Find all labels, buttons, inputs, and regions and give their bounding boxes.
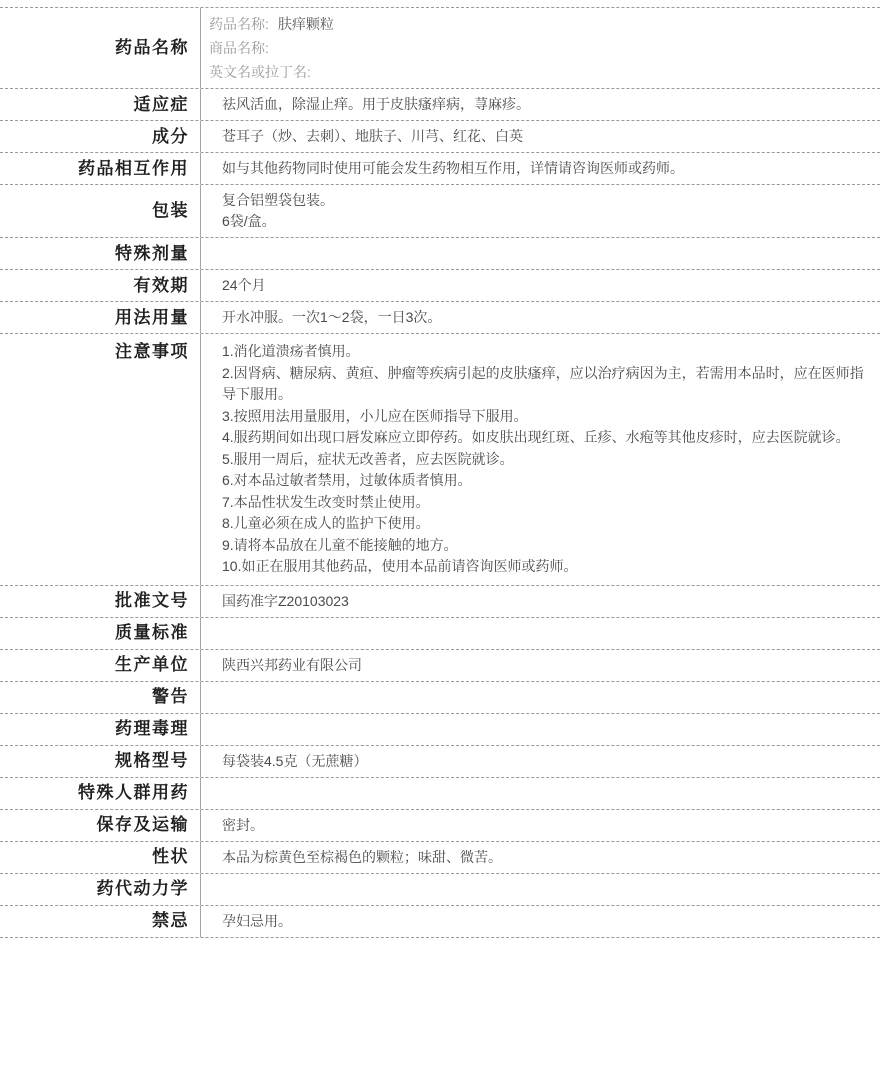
row-content — [201, 682, 880, 713]
content-line: 复合铝塑袋包装。 — [222, 192, 334, 208]
row-content — [201, 270, 880, 301]
row-content — [201, 153, 880, 184]
row-label: 性状 — [0, 842, 201, 873]
row-content — [201, 121, 880, 152]
table-row-pharmacology — [0, 714, 880, 746]
content-line — [209, 60, 870, 84]
content-line: 陕西兴邦药业有限公司 — [222, 656, 362, 673]
row-label: 警告 — [0, 682, 201, 713]
field-value: 肤痒颗粒 — [277, 16, 334, 32]
row-label: 药品名称 — [0, 8, 201, 88]
content-line: 10.如正在服用其他药品，使用本品前请咨询医师或药师。 — [222, 558, 578, 574]
row-content — [201, 810, 880, 841]
row-content — [201, 714, 880, 745]
table-row-indications — [0, 89, 880, 121]
field-key: 英文名或拉丁名: — [209, 64, 311, 80]
table-row-contraindications — [0, 906, 880, 938]
row-content — [201, 586, 880, 617]
table-row-quality-standard — [0, 618, 880, 650]
content-line — [209, 12, 870, 36]
content-line: 3.按照用法用量服用，小儿应在医师指导下服用。 — [222, 407, 528, 424]
table-row-ingredients — [0, 121, 880, 153]
content-line: 5.服用一周后，症状无改善者，应去医院就诊。 — [222, 450, 514, 467]
content-line: 6袋/盒。 — [222, 213, 276, 229]
field-key: 药品名称: — [209, 16, 269, 32]
content-line: 24个月 — [222, 277, 266, 293]
row-content — [201, 238, 880, 269]
table-row-dosage — [0, 302, 880, 334]
row-label: 成分 — [0, 121, 201, 152]
content-line: 9.请将本品放在儿童不能接触的地方。 — [222, 536, 458, 553]
table-row-approval-number — [0, 586, 880, 618]
row-label: 特殊剂量 — [0, 238, 201, 269]
row-content — [201, 874, 880, 905]
row-label: 适应症 — [0, 89, 201, 120]
row-label: 包装 — [0, 185, 201, 237]
content-line: 4.服药期间如出现口唇发麻应立即停药。如皮肤出现红斑、丘疹、水疱等其他皮疹时，应去医院就诊。 — [222, 429, 850, 445]
table-row-precautions — [0, 334, 880, 586]
field-key: 商品名称: — [209, 40, 269, 56]
row-label: 药代动力学 — [0, 874, 201, 905]
content-line: 如与其他药物同时使用可能会发生药物相互作用，详情请咨询医师或药师。 — [222, 160, 684, 176]
row-label: 特殊人群用药 — [0, 778, 201, 809]
content-line: 7.本品性状发生改变时禁止使用。 — [222, 493, 430, 510]
table-row-packaging — [0, 185, 880, 238]
row-content — [201, 89, 880, 120]
row-label: 有效期 — [0, 270, 201, 301]
row-content — [201, 906, 880, 937]
row-content — [201, 302, 880, 333]
row-label: 批准文号 — [0, 586, 201, 617]
row-label: 质量标准 — [0, 618, 201, 649]
row-label: 禁忌 — [0, 906, 201, 937]
row-content — [201, 842, 880, 873]
row-label: 保存及运输 — [0, 810, 201, 841]
content-line: 孕妇忌用。 — [222, 912, 292, 929]
content-line: 苍耳子（炒、去刺）、地肤子、川芎、红花、白英 — [222, 128, 523, 144]
table-row-shelf-life — [0, 270, 880, 302]
row-content — [201, 778, 880, 809]
row-content — [201, 185, 880, 237]
table-row-interactions — [0, 153, 880, 185]
row-label: 注意事项 — [0, 334, 201, 585]
content-line: 开水冲服。一次1～2袋，一日3次。 — [222, 309, 442, 325]
table-row-special-populations — [0, 778, 880, 810]
row-content — [201, 8, 880, 88]
content-line: 2.因肾病、糖尿病、黄疸、肿瘤等疾病引起的皮肤瘙痒，应以治疗病因为主，若需用本品时，应在医师指导下服用。 — [222, 364, 864, 402]
row-content — [201, 746, 880, 777]
content-line: 每袋装4.5克（无蔗糖） — [222, 752, 368, 769]
row-content — [201, 618, 880, 649]
content-line: 1.消化道溃疡者慎用。 — [222, 343, 360, 359]
content-line: 密封。 — [222, 816, 264, 833]
content-line: 6.对本品过敏者禁用，过敏体质者慎用。 — [222, 472, 472, 488]
row-label: 规格型号 — [0, 746, 201, 777]
content-line: 本品为棕黄色至棕褐色的颗粒；味甜、微苦。 — [222, 848, 502, 865]
content-line: 国药准字Z20103023 — [222, 592, 349, 609]
table-row-pharmacokinetics — [0, 874, 880, 906]
row-label: 用法用量 — [0, 302, 201, 333]
table-row-special-dosage — [0, 238, 880, 270]
table-row-warning — [0, 682, 880, 714]
drug-info-table — [0, 7, 880, 938]
content-line — [209, 36, 870, 60]
table-row-drug-name — [0, 8, 880, 89]
content-line: 祛风活血，除湿止痒。用于皮肤瘙痒病，荨麻疹。 — [222, 96, 530, 112]
table-row-specification — [0, 746, 880, 778]
row-label: 药理毒理 — [0, 714, 201, 745]
table-row-manufacturer — [0, 650, 880, 682]
table-row-appearance — [0, 842, 880, 874]
row-content — [201, 334, 880, 585]
row-content — [201, 650, 880, 681]
table-row-storage — [0, 810, 880, 842]
content-line: 8.儿童必须在成人的监护下使用。 — [222, 515, 430, 531]
row-label: 药品相互作用 — [0, 153, 201, 184]
row-label: 生产单位 — [0, 650, 201, 681]
